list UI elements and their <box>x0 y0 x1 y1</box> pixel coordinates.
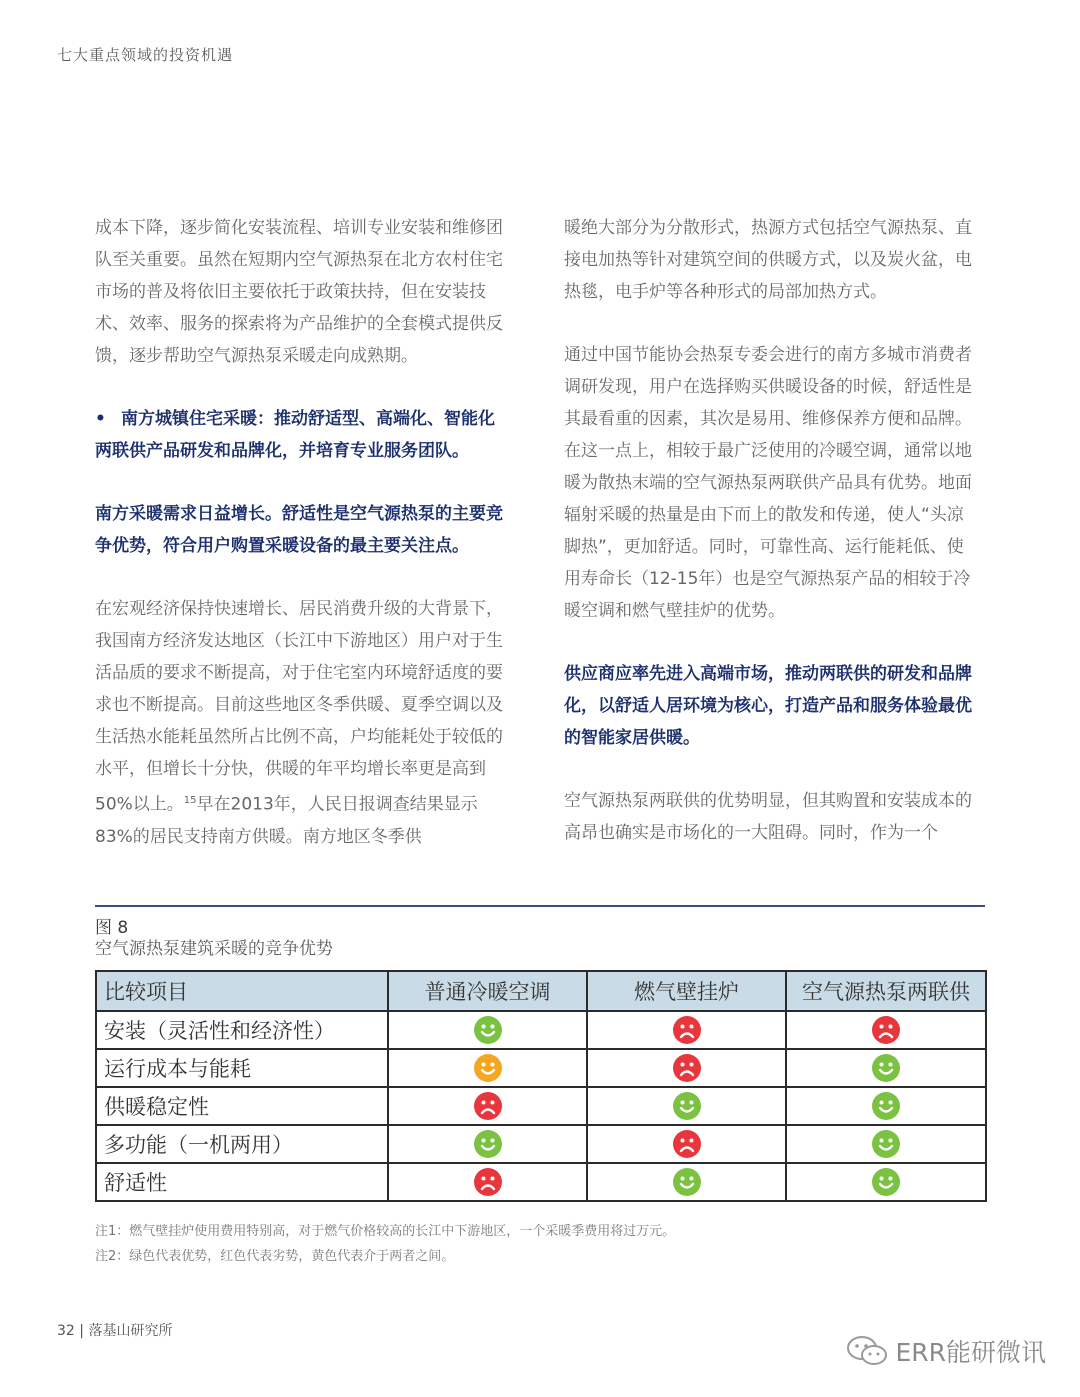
rating-cell <box>786 1125 986 1163</box>
comparison-table <box>95 970 987 1202</box>
table-row <box>96 1011 986 1049</box>
footer-org: 落基山研究所 <box>88 1323 173 1339</box>
frown-face-icon <box>672 1015 702 1045</box>
smile-face-icon <box>871 1053 901 1083</box>
rating-cell <box>786 1049 986 1087</box>
bullet-text: 南方城镇住宅采暖：推动舒适型、高端化、智能化两联供产品研发和品牌化，并培育专业服务团队。 <box>95 409 495 461</box>
rating-cell <box>388 1011 587 1049</box>
row-label: 安装（灵活性和经济性） <box>96 1011 388 1049</box>
figure-divider <box>95 905 985 907</box>
rating-cell <box>587 1011 786 1049</box>
column-header: 比较项目 <box>96 971 388 1011</box>
table-header-row <box>96 971 986 1011</box>
highlight-paragraph: 南方采暖需求日益增长。舒适性是空气源热泵的主要竞争优势，符合用户购置采暖设备的最主要关注点。 <box>95 504 503 556</box>
rating-cell <box>786 1087 986 1125</box>
paragraph <box>95 593 505 853</box>
figure-label: 图 8 <box>95 918 129 938</box>
paragraph: 空气源热泵两联供的优势明显，但其购置和安装成本的高昂也确实是市场化的一大阻碍。同时，作为一个 <box>564 791 972 843</box>
smile-face-icon <box>473 1129 503 1159</box>
right-column <box>564 212 974 849</box>
table-row <box>96 1125 986 1163</box>
footnote-ref[interactable]: 15 <box>183 795 197 806</box>
table-row <box>96 1087 986 1125</box>
paragraph: 暖绝大部分为分散形式，热源方式包括空气源热泵、直接电加热等针对建筑空间的供暖方式，以及炭火盆，电热毯，电手炉等各种形式的局部加热方式。 <box>564 218 972 302</box>
table-note: 注1：燃气壁挂炉使用费用特别高，对于燃气价格较高的长江中下游地区，一个采暖季费用将过万元。 <box>95 1224 676 1239</box>
smile-face-icon <box>871 1091 901 1121</box>
paragraph-text: 早在2013年，人民日报调查结果显示83%的居民支持南方供暖。南方地区冬季供 <box>95 794 478 847</box>
rating-cell <box>587 1087 786 1125</box>
rating-cell <box>388 1049 587 1087</box>
bullet-icon: • <box>95 409 106 429</box>
rating-cell <box>587 1049 786 1087</box>
frown-face-icon <box>871 1015 901 1045</box>
rating-cell <box>786 1011 986 1049</box>
watermark <box>845 1333 1046 1369</box>
smile-face-icon <box>871 1167 901 1197</box>
column-header: 普通冷暖空调 <box>388 971 587 1011</box>
row-label: 运行成本与能耗 <box>96 1049 388 1087</box>
frown-face-icon <box>672 1053 702 1083</box>
rating-cell <box>388 1163 587 1201</box>
row-label: 多功能（一机两用） <box>96 1125 388 1163</box>
row-label: 舒适性 <box>96 1163 388 1201</box>
paragraph: 成本下降，逐步简化安装流程、培训专业安装和维修团队至关重要。虽然在短期内空气源热泵在北方农村住宅市场的普及将依旧主要依托于政策扶持，但在安装技术、效率、服务的探索将为产品维护的全套模式提供反馈，逐步帮助空气源热泵采暖走向成熟期。 <box>95 218 503 366</box>
paragraph: 通过中国节能协会热泵专委会进行的南方多城市消费者调研发现，用户在选择购买供暖设备的时候，舒适性是其最看重的因素，其次是易用、维修保养方便和品牌。在这一点上，相较于最广泛使用的冷暖空调，通常以地暖为散热末端的空气源热泵两联供产品具有优势。地面辐射采暖的热量是由下而上的散发和传递，使人“头凉脚热”，更加舒适。同时，可靠性高、运行能耗低、使用寿命长（12-15年）也是空气源热泵产品的相较于冷暖空调和燃气壁挂炉的优势。 <box>564 345 972 621</box>
column-header: 空气源热泵两联供 <box>786 971 986 1011</box>
table-row <box>96 1049 986 1087</box>
frown-face-icon <box>473 1091 503 1121</box>
rating-cell <box>587 1125 786 1163</box>
smile-face-icon <box>672 1091 702 1121</box>
watermark-text: ERR能研微讯 <box>895 1338 1046 1367</box>
frown-face-icon <box>672 1129 702 1159</box>
paragraph-text: 在宏观经济保持快速增长、居民消费升级的大背景下，我国南方经济发达地区（长江中下游地区）用户对于生活品质的要求不断提高，对于住宅室内环境舒适度的要求也不断提高。目前这些地区冬季供暖、夏季空调以及生活热水能耗虽然所占比例不高，户均能耗处于较低的水平，但增长十分快，供暖的年平均增长率更是高到50%以上。 <box>95 599 503 815</box>
column-header: 燃气壁挂炉 <box>587 971 786 1011</box>
rating-cell <box>388 1087 587 1125</box>
frown-face-icon <box>473 1167 503 1197</box>
rating-cell <box>587 1163 786 1201</box>
smile-face-icon <box>871 1129 901 1159</box>
running-header: 七大重点领域的投资机遇 <box>57 46 234 64</box>
smile-face-icon <box>672 1167 702 1197</box>
highlight-paragraph: 供应商应率先进入高端市场，推动两联供的研发和品牌化，以舒适人居环境为核心，打造产品和服务体验最优的智能家居供暖。 <box>564 664 972 748</box>
row-label: 供暖稳定性 <box>96 1087 388 1125</box>
wechat-icon <box>845 1335 889 1367</box>
figure-title: 空气源热泵建筑采暖的竞争优势 <box>95 939 333 959</box>
smile-face-icon <box>473 1053 503 1083</box>
smile-face-icon <box>473 1015 503 1045</box>
bullet-point <box>95 403 505 467</box>
left-column <box>95 212 505 853</box>
page-footer: 32 | 落基山研究所 <box>57 1323 173 1339</box>
rating-cell <box>786 1163 986 1201</box>
page-number: 32 <box>57 1323 75 1339</box>
table-row <box>96 1163 986 1201</box>
rating-cell <box>388 1125 587 1163</box>
table-note: 注2：绿色代表优势，红色代表劣势，黄色代表介于两者之间。 <box>95 1249 455 1264</box>
